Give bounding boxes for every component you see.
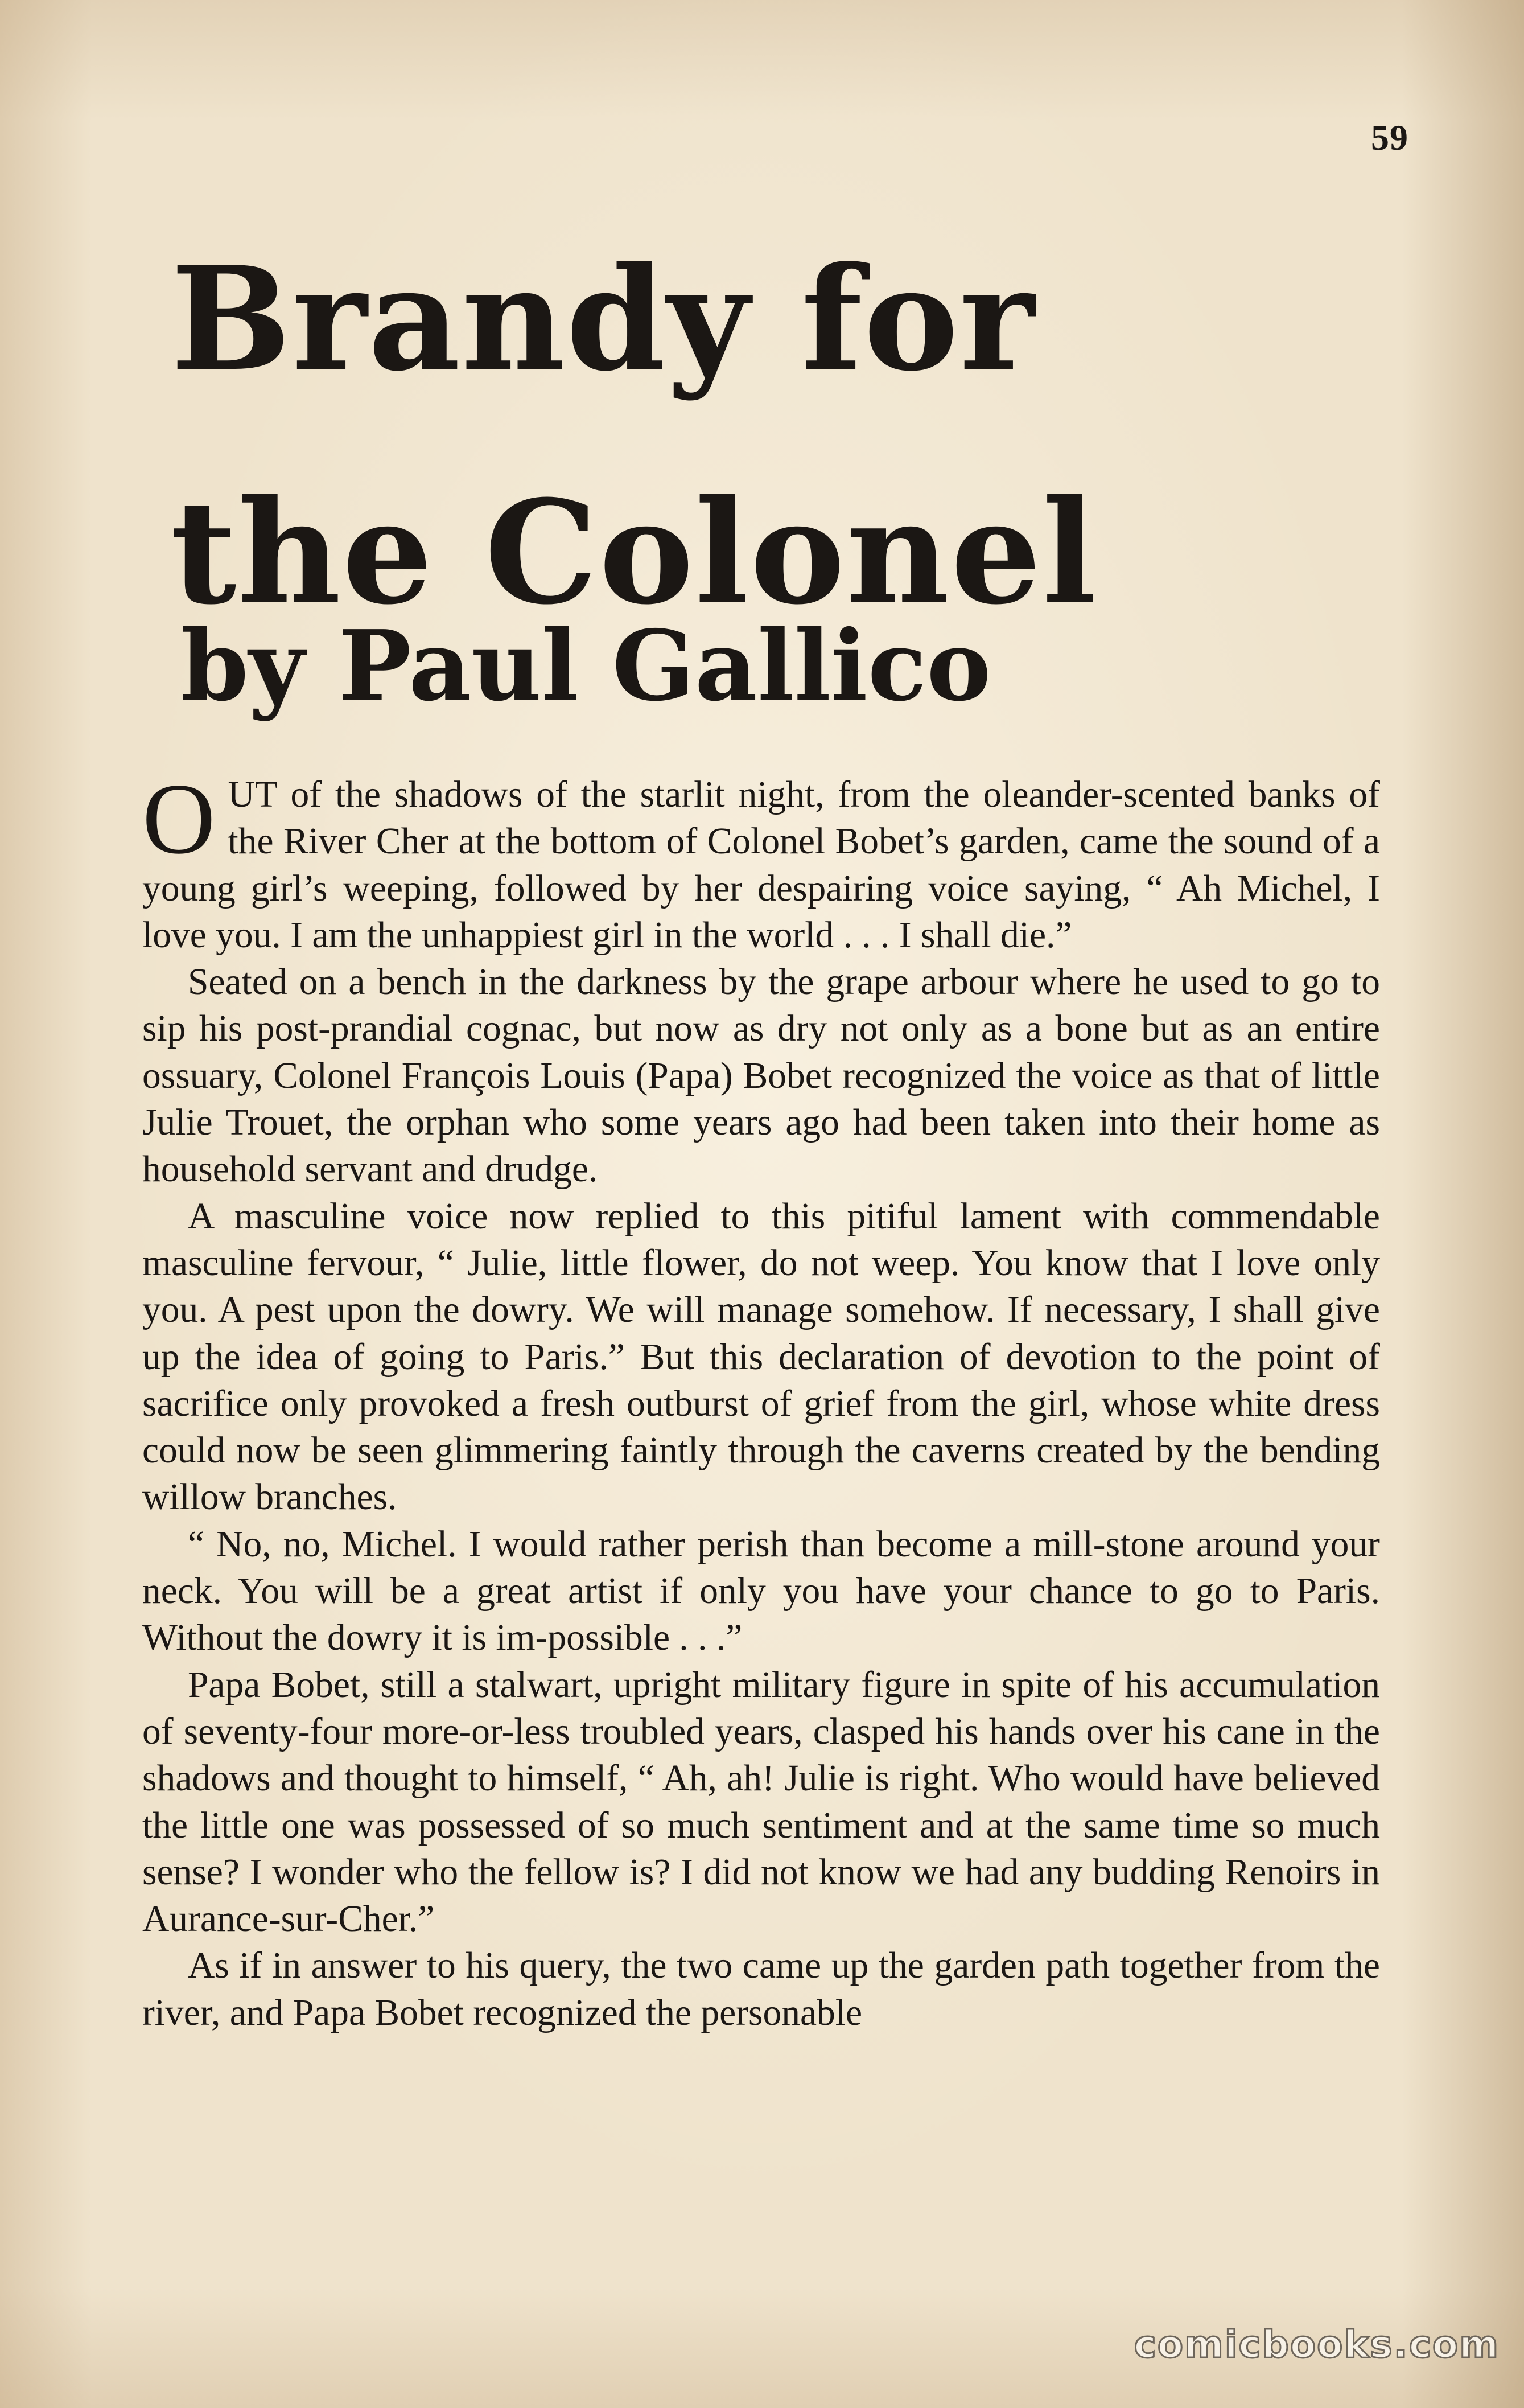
paragraph-4: “ No, no, Michel. I would rather perish than become a mill-stone around your neck. You will be a great artist if only you have your chance to go to Paris. Without the dowry it is im-possible . . .” [142, 1523, 1380, 1659]
watermark: comicbooks.com [1134, 2323, 1500, 2366]
page-number: 59 [1371, 117, 1408, 158]
story-title [171, 202, 1423, 669]
drop-cap: O [142, 762, 216, 875]
paragraph-2: Seated on a bench in the darkness by the grape arbour where he used to go to sip his post-prandial cognac, but now as dry not only as a bone but as an entire ossuary, Colonel François Louis (Papa) Bobet recognized the voice as that of little Julie Trouet, the orphan who some years ago had been taken into their home as household servant and drudge. [142, 961, 1380, 1190]
story-body [142, 762, 1380, 2036]
paragraph-1-text: UT of the shadows of the starlit night, from the oleander-scented banks of the River Cher at the bottom of Colonel Bobet’s garden, came the sound of a young girl’s weeping, followed by her despairing voice saying, “ Ah Michel, I love you. I am the unhappiest girl in the world . . . I shall die.” [142, 774, 1380, 956]
title-line-1: Brandy for [171, 235, 1036, 402]
title-line-2: the Colonel [171, 469, 1098, 636]
paragraph-3: A masculine voice now replied to this pitiful lament with commendable masculine fervour, “ Julie, little flower, do not weep. You know that I love only you. A pest upon the dowry. We will manage somehow. If necessary, I shall give up the idea of going to Paris.” But this declaration of devotion to the point of sacrifice only provoked a fresh outburst of grief from the girl, whose white dress could now be seen glimmering faintly through the caverns created by the bending willow branches. [142, 1195, 1380, 1518]
paragraph-1 [142, 762, 1380, 959]
paragraph-5: Papa Bobet, still a stalwart, upright military figure in spite of his accumulation of seventy-four more-or-less troubled years, clasped his hands over his cane in the shadows and thought to himself, “ Ah, ah! Julie is right. Who would have believed the little one was possessed of so much sentiment and at the same time so much sense? I wonder who the fellow is? I did not know we had any budding Renoirs in Aurance-sur-Cher.” [142, 1664, 1380, 1940]
byline: by Paul Gallico [181, 609, 991, 723]
paragraph-6: As if in answer to his query, the two came up the garden path together from the river, and Papa Bobet recognized the personable [142, 1945, 1380, 2033]
